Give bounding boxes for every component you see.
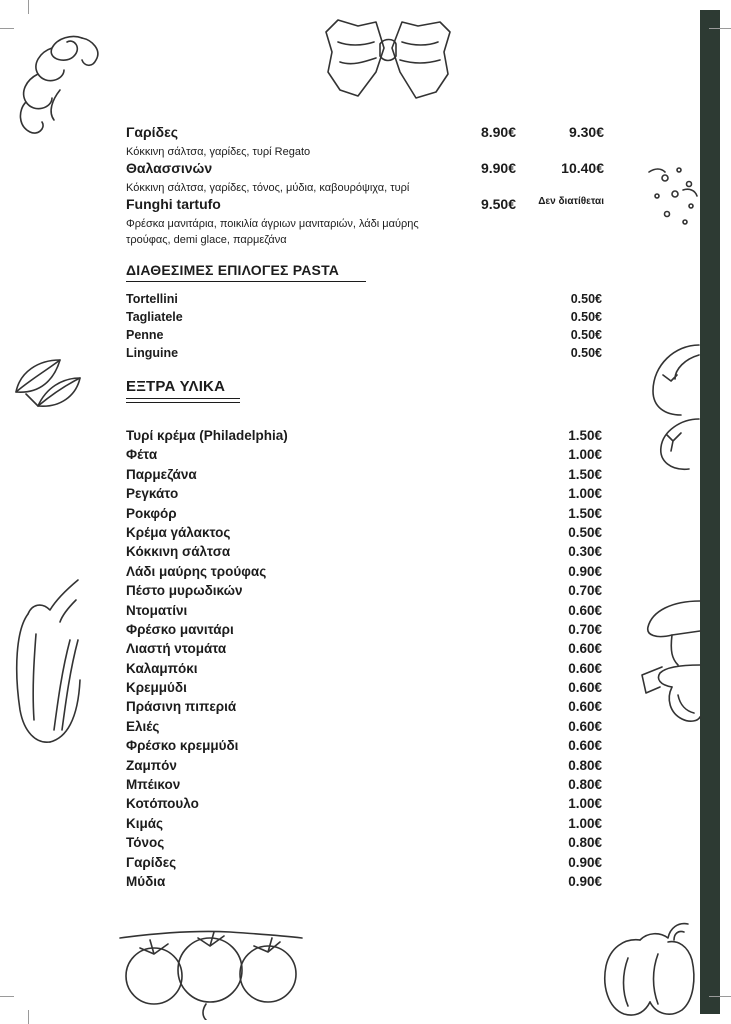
item-price: 0.90€	[568, 854, 602, 870]
farfalle-pasta-icon	[318, 12, 458, 107]
list-item	[126, 601, 602, 620]
title-underline	[126, 402, 240, 403]
item-price: 0.70€	[568, 583, 602, 599]
item-name: Tortellini	[126, 292, 178, 306]
item-name: Λάδι μαύρης τρούφας	[126, 563, 267, 579]
item-price: 0.80€	[568, 835, 602, 851]
list-item	[126, 523, 602, 542]
bell-pepper-icon	[598, 918, 698, 1020]
item-price: 1.50€	[568, 505, 602, 521]
item-name: Tagliatele	[126, 310, 183, 324]
item-price: 1.00€	[568, 815, 602, 831]
section-title-text: ΕΞΤΡΑ ΥΛΙΚΑ	[126, 378, 226, 395]
item-name: Φρέσκο μανιτάρι	[126, 621, 234, 637]
pasta-section-title	[126, 262, 339, 278]
mushroom-icon	[632, 595, 702, 740]
item-name: Κοτόπουλο	[126, 796, 199, 812]
list-item	[126, 581, 602, 600]
bell-pepper-icon	[6, 560, 86, 750]
item-price: 0.80€	[568, 757, 602, 773]
list-item	[126, 445, 602, 464]
crop-mark	[0, 28, 14, 29]
item-price: 0.50€	[570, 292, 602, 306]
list-item	[126, 344, 602, 362]
item-name: Πράσινη πιπεριά	[126, 699, 237, 715]
cherry-tomatoes-icon	[110, 928, 305, 1020]
item-price: 0.50€	[570, 310, 602, 324]
dish-price-large: 9.30€	[568, 124, 604, 140]
item-name: Ντοματίνι	[126, 602, 188, 618]
list-item	[126, 814, 602, 833]
list-item	[126, 484, 602, 503]
item-name: Penne	[126, 328, 164, 342]
item-price: 0.30€	[568, 544, 602, 560]
crop-mark	[709, 996, 731, 997]
dish-entry	[126, 160, 616, 196]
list-item	[126, 736, 602, 755]
mushroom-slices-icon	[645, 160, 700, 230]
section-title-text: ΔΙΑΘΕΣΙΜΕΣ ΕΠΙΛΟΓΕΣ PASTA	[126, 262, 340, 278]
item-name: Παρμεζάνα	[126, 466, 197, 482]
title-underline	[126, 281, 366, 282]
item-name: Ροκφόρ	[126, 505, 177, 521]
item-name: Φέτα	[126, 447, 158, 463]
list-item	[126, 562, 602, 581]
dish-description: Κόκκινη σάλτσα, γαρίδες, τόνος, μύδια, καβουρόψιχα, τυρί	[126, 182, 410, 194]
dish-description: Κόκκινη σάλτσα, γαρίδες, τυρί Regato	[126, 146, 311, 158]
item-name: Καλαμπόκι	[126, 660, 198, 676]
item-name: Κρεμμύδι	[126, 680, 187, 696]
fusilli-pasta-icon	[12, 30, 107, 140]
item-price: 0.60€	[568, 718, 602, 734]
item-price: 1.50€	[568, 466, 602, 482]
list-item	[126, 542, 602, 561]
list-item	[126, 659, 602, 678]
item-price: 0.60€	[568, 602, 602, 618]
item-name: Τόνος	[126, 835, 165, 851]
crop-mark	[28, 1010, 29, 1024]
item-name: Μπέικον	[126, 777, 181, 793]
list-item	[126, 794, 602, 813]
item-name: Ελιές	[126, 718, 160, 734]
list-item	[126, 308, 602, 326]
list-item	[126, 465, 602, 484]
dish-description: Φρέσκα μανιτάρια, ποικιλία άγριων μανιταριών, λάδι μαύρης τρούφας, demi glace, παρμεζάνα	[126, 218, 419, 246]
item-price: 0.60€	[568, 641, 602, 657]
pasta-options-list	[126, 290, 602, 362]
list-item	[126, 639, 602, 658]
item-price: 0.60€	[568, 738, 602, 754]
dish-name: Funghi tartufo	[126, 196, 221, 212]
dish-name: Γαρίδες	[126, 124, 178, 140]
item-price: 0.50€	[568, 524, 602, 540]
list-item	[126, 717, 602, 736]
item-name: Ζαμπόν	[126, 757, 177, 773]
item-price: 1.00€	[568, 486, 602, 502]
list-item	[126, 697, 602, 716]
dish-price-large: Δεν διατίθεται	[538, 196, 604, 207]
item-price: 1.50€	[568, 428, 602, 443]
dish-entry	[126, 196, 616, 248]
list-item	[126, 326, 602, 344]
item-name: Ρεγκάτο	[126, 486, 179, 502]
title-underline	[126, 398, 240, 399]
list-item	[126, 775, 602, 794]
item-price: 0.90€	[568, 563, 602, 579]
item-name: Φρέσκο κρεμμύδι	[126, 738, 239, 754]
item-price: 0.80€	[568, 777, 602, 793]
item-name: Κιμάς	[126, 815, 164, 831]
dish-entry	[126, 124, 616, 160]
dish-price-small: 9.90€	[480, 160, 516, 176]
item-name: Γαρίδες	[126, 854, 177, 870]
item-name: Κρέμα γάλακτος	[126, 524, 231, 540]
crop-mark	[709, 28, 731, 29]
list-item	[126, 620, 602, 639]
list-item	[126, 290, 602, 308]
crop-mark	[28, 0, 29, 14]
item-price: 0.60€	[568, 660, 602, 676]
list-item	[126, 756, 602, 775]
item-price: 0.50€	[570, 346, 602, 360]
item-name: Μύδια	[126, 873, 166, 889]
extras-list	[126, 426, 602, 891]
item-price: 1.00€	[568, 796, 602, 812]
item-name: Linguine	[126, 346, 179, 360]
item-price: 0.90€	[568, 873, 602, 889]
dish-price-small: 8.90€	[480, 124, 516, 140]
crop-mark	[0, 996, 14, 997]
dish-price-small: 9.50€	[480, 196, 516, 212]
dish-price-large: 10.40€	[561, 160, 604, 176]
tomato-vine-icon	[645, 335, 700, 475]
item-price: 0.70€	[568, 621, 602, 637]
page-edge-strip	[700, 10, 720, 1014]
item-price: 0.60€	[568, 699, 602, 715]
item-name: Λιαστή ντομάτα	[126, 641, 227, 657]
list-item	[126, 872, 602, 891]
item-price: 0.60€	[568, 680, 602, 696]
item-name: Κόκκινη σάλτσα	[126, 544, 231, 560]
list-item	[126, 853, 602, 872]
item-price: 1.00€	[568, 447, 602, 463]
extras-section-title	[126, 378, 225, 395]
item-name: Πέστο μυρωδικών	[126, 583, 243, 599]
list-item	[126, 426, 602, 445]
item-price: 0.50€	[570, 328, 602, 342]
dish-name: Θαλασσινών	[126, 160, 213, 176]
basil-leaf-icon	[10, 350, 85, 415]
list-item	[126, 833, 602, 852]
list-item	[126, 504, 602, 523]
list-item	[126, 678, 602, 697]
item-name: Τυρί κρέμα (Philadelphia)	[126, 428, 288, 443]
